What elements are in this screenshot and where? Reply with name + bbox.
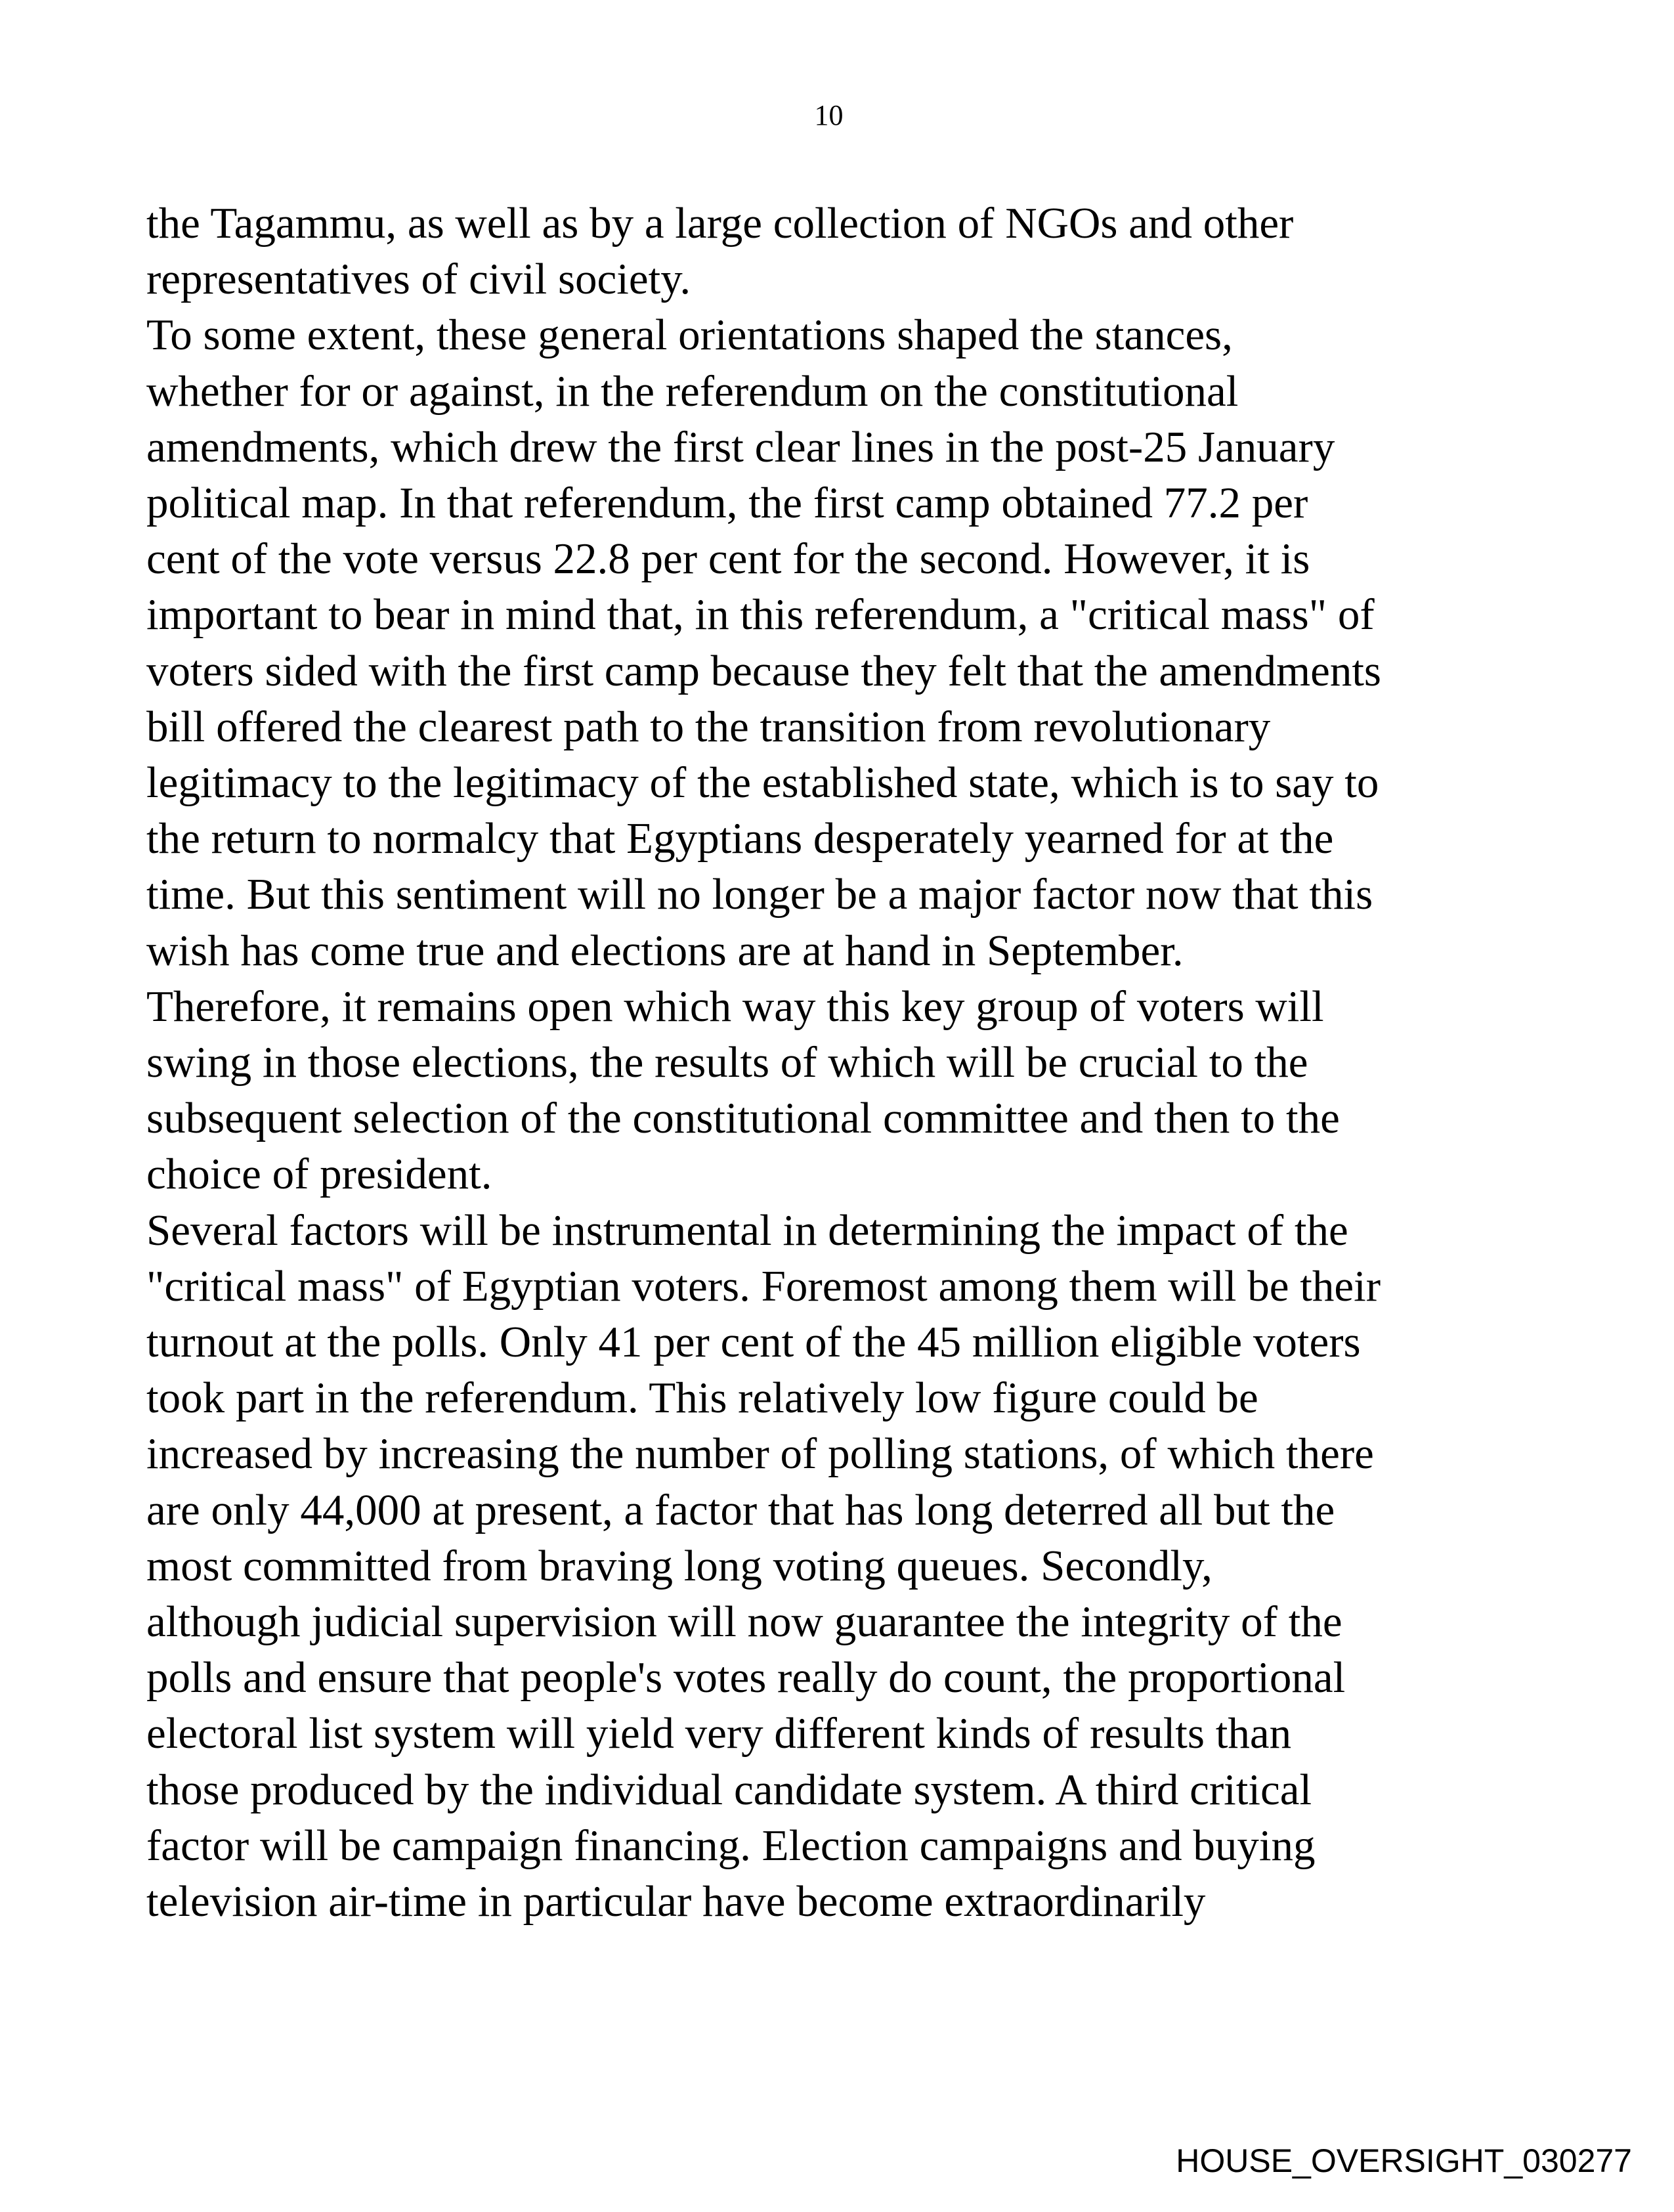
text-line: the return to normalcy that Egyptians desperately yearned for at the [146, 814, 1334, 863]
text-line: bill offered the clearest path to the transition from revolutionary [146, 702, 1271, 751]
text-line: Several factors will be instrumental in determining the impact of the [146, 1205, 1348, 1255]
text-line: electoral list system will yield very different kinds of results than [146, 1709, 1292, 1758]
text-line: amendments, which drew the first clear lines in the post-25 January [146, 422, 1335, 471]
text-line: cent of the vote versus 22.8 per cent for the second. However, it is [146, 534, 1310, 584]
text-line: wish has come true and elections are at hand in September. [146, 926, 1184, 975]
body-text [146, 196, 1381, 1930]
text-line: Therefore, it remains open which way this key group of voters will [146, 982, 1324, 1031]
text-line: voters sided with the first camp because they felt that the amendments [146, 646, 1382, 695]
text-line: swing in those elections, the results of which will be crucial to the [146, 1038, 1308, 1087]
text-line: subsequent selection of the constitutional committee and then to the [146, 1094, 1340, 1143]
text-line: polls and ensure that people's votes really do count, the proportional [146, 1653, 1346, 1702]
text-line: those produced by the individual candidate system. A third critical [146, 1765, 1312, 1814]
text-line: choice of president. [146, 1150, 492, 1199]
text-line: the Tagammu, as well as by a large collection of NGOs and other [146, 199, 1294, 248]
text-line: factor will be campaign financing. Election campaigns and buying [146, 1821, 1316, 1870]
text-line: To some extent, these general orientations shaped the stances, [146, 311, 1233, 360]
text-line: time. But this sentiment will no longer be a major factor now that this [146, 870, 1373, 919]
text-line: are only 44,000 at present, a factor that has long deterred all but the [146, 1485, 1335, 1534]
text-line: television air-time in particular have become extraordinarily [146, 1877, 1206, 1926]
text-line: increased by increasing the number of polling stations, of which there [146, 1429, 1374, 1479]
text-line: representatives of civil society. [146, 255, 691, 304]
text-line: legitimacy to the legitimacy of the established state, which is to say to [146, 758, 1379, 808]
text-line: although judicial supervision will now guarantee the integrity of the [146, 1597, 1342, 1647]
text-line: whether for or against, in the referendum on the constitutional [146, 366, 1239, 416]
text-line: most committed from braving long voting queues. Secondly, [146, 1541, 1213, 1590]
document-id-footer: HOUSE_OVERSIGHT_030277 [1176, 2142, 1632, 2179]
text-line: "critical mass" of Egyptian voters. Foremost among them will be their [146, 1261, 1381, 1311]
text-line: political map. In that referendum, the first camp obtained 77.2 per [146, 479, 1308, 528]
text-line: important to bear in mind that, in this referendum, a "critical mass" of [146, 590, 1375, 640]
page-number: 10 [814, 99, 844, 131]
text-line: turnout at the polls. Only 41 per cent of the 45 million eligible voters [146, 1318, 1361, 1367]
text-line: took part in the referendum. This relatively low figure could be [146, 1374, 1258, 1423]
